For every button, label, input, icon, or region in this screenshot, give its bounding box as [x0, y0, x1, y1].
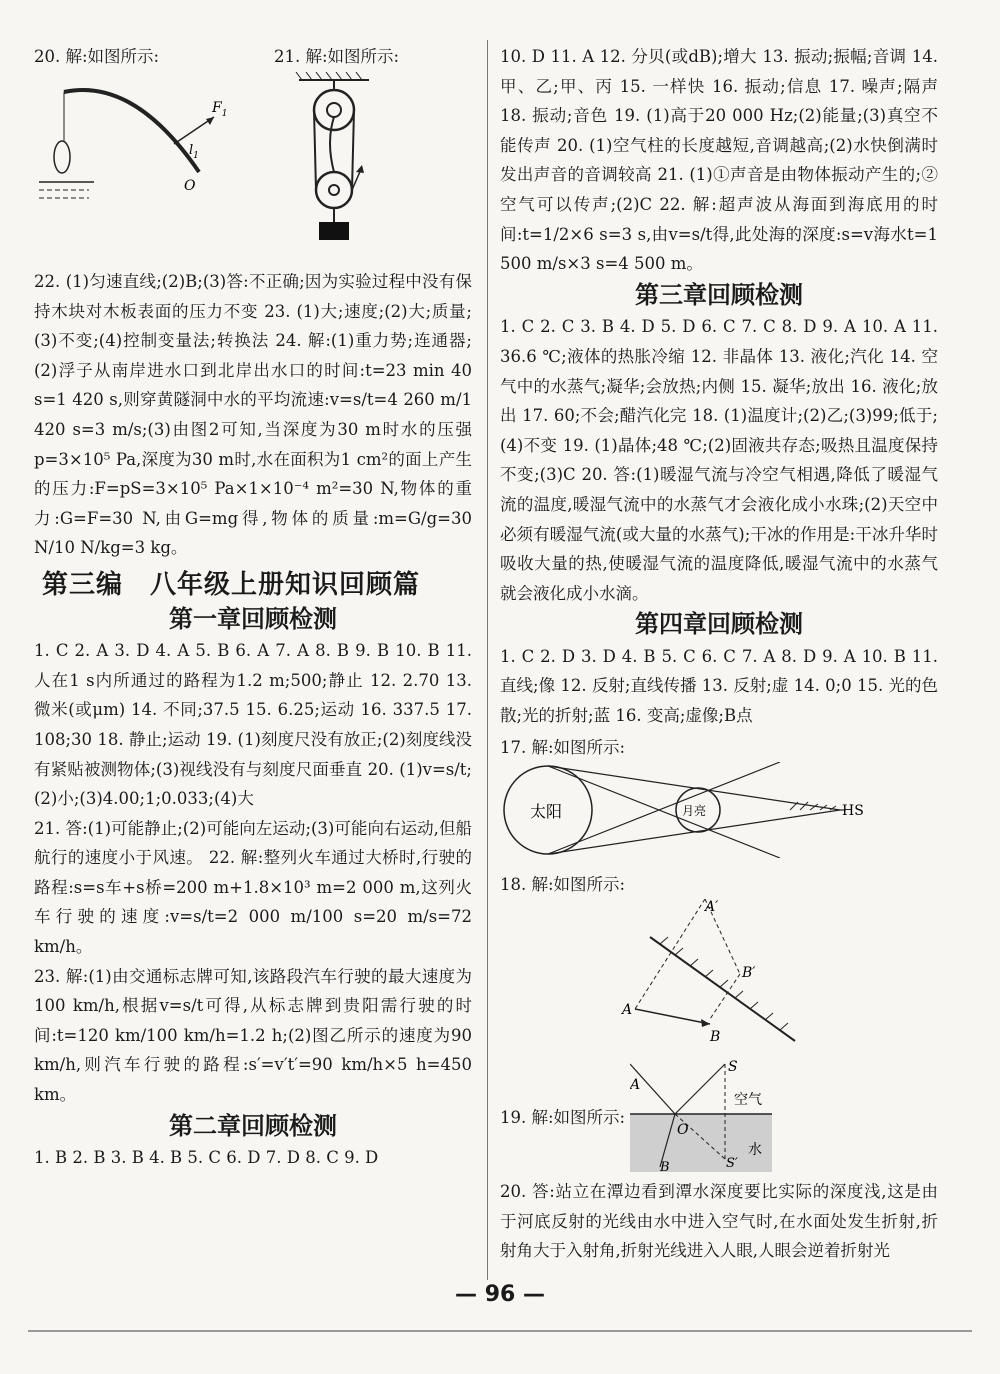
chapter4-title: 第四章回顾检测	[635, 610, 803, 639]
pivot-o-label: O	[184, 177, 196, 194]
air-label: 空气	[734, 1092, 762, 1109]
point-a: A	[622, 1002, 633, 1019]
left-column	[34, 42, 472, 1173]
chapter2-answers-1-9: 1. B 2. B 3. B 4. B 5. C 6. D 7. D 8. C 9. D	[34, 1148, 379, 1168]
q21-label: 21. 解:如图所示:	[274, 47, 400, 66]
point-s: S	[728, 1059, 738, 1076]
point-s-prime: S′	[726, 1156, 738, 1172]
q18-label: 18. 解:如图所示:	[500, 874, 626, 894]
hs-label: HS	[842, 803, 864, 820]
solar-eclipse-diagram	[500, 762, 938, 858]
figure-19-row	[500, 1059, 938, 1177]
chapter1-answers-1-20: 1. C 2. A 3. D 4. A 5. B 6. A 7. A 8. B 9. B 10. B 11. 人在1 s内所通过的路程为1.2 m;500;静止 12. 2.70 13. 微米(或μm) 14. 不同;37.5 15. 6.25;运动 16. 337.5 17. 108;30 18. 静止;运动 19. (1)刻度尺没有放正;(2)刻度线没有紧贴被测物体;(3)视线没有与刻度尺面垂直 20. (1)v=s/t;(2)小;(3)4.00;1;0.033;(4)大	[34, 641, 472, 809]
chapter1-answers-21-22: 21. 答:(1)可能静止;(2)可能向左运动;(3)可能向右运动,但船航行的速度小于风速。 22. 解:整列火车通过大桥时,行驶的路程:s=s车+s桥=200 m+1.8×10³ m=2 000 m,这列火车行驶的速度:v=s/t=2 000 m/100 s=20 m/s=72 km/h。	[34, 818, 472, 957]
chapter1-answer-23: 23. 解:(1)由交通标志牌可知,该路段汽车行驶的最大速度为100 km/h,根据v=s/t可得,从标志牌到贵阳需行驶的时间:t=120 km/100 km/h=1.2 h;(2)图乙所示的速度为90 km/h,则汽车行驶的路程:s′=v′t′=90 km/h×5 h=450 km。	[34, 966, 472, 1105]
figure-20	[34, 42, 234, 267]
chapter3-title: 第三章回顾检测	[635, 280, 803, 309]
figure-21	[274, 42, 464, 267]
part-title: 第三编 八年级上册知识回顾篇	[42, 569, 421, 600]
point-b: B	[660, 1160, 670, 1176]
sun-label: 太阳	[530, 802, 563, 822]
chapter4-answers-1-16: 1. C 2. D 3. D 4. B 5. C 6. C 7. A 8. D 9. A 10. B 11. 直线;像 12. 反射;直线传播 13. 反射;虚 14. 0;0 15. 光的色散;光的折射;蓝 16. 变高;虚像;B点	[500, 646, 938, 726]
point-a: A	[630, 1077, 641, 1094]
q17-label: 17. 解:如图所示:	[500, 737, 626, 757]
pulley-diagram	[274, 72, 464, 262]
chapter2-answers-10-22: 10. D 11. A 12. 分贝(或dB);增大 13. 振动;振幅;音调 14. 甲、乙;甲、丙 15. 一样快 16. 振动;信息 17. 噪声;隔声 18. 振动;音色 19. (1)高于20 000 Hz;(2)能量;(3)真空不能传声 20. (1)空气柱的长度越短,音调越高;(2)水快倒满时发出声音的音调较高 21. (1)①声音是由物体振动产生的;②空气可以传声;(2)C 22. 解:超声波从海面到海底用的时间:t=1/2×6 s=3 s,由v=s/t得,此处海的深度:s=v海水t=1 500 m/s×3 s=4 500 m。	[500, 47, 938, 274]
chapter3-answers: 1. C 2. C 3. B 4. D 5. D 6. C 7. C 8. D 9. A 10. A 11. 36.6 ℃;液体的热胀冷缩 12. 非晶体 13. 液化;汽化 14. 空气中的水蒸气;凝华;会放热;内侧 15. 凝华;放出 16. 液化;放出 17. 60;不会;醋汽化完 18. (1)温度计;(2)乙;(3)99;低于;(4)不变 19. (1)晶体;48 ℃;(2)固液共存态;吸热且温度保持不变;(3)C 20. 答:(1)暖湿气流与冷空气相遇,降低了暖湿气流的温度,暖湿气流中的水蒸气才会液化成小水珠;(2)天空中必须有暖湿气流(或大量的水蒸气);干冰的作用是:干冰升华时吸收大量的热,使暖湿气流的温度降低,暖湿气流中的水蒸气就会液化成小水滴。	[500, 317, 938, 603]
chapter1-title: 第一章回顾检测	[169, 604, 337, 633]
chapter2-title: 第二章回顾检测	[169, 1111, 337, 1140]
point-a-prime: A′	[705, 899, 719, 916]
answers-22-24: 22. (1)匀速直线;(2)B;(3)答:不正确;因为实验过程中没有保持木块对木板表面的压力不变 23. (1)大;速度;(2)大;质量;(3)不变;(4)控制变量法;转换法 24. 解:(1)重力势;连通器;(2)浮子从南岸进水口到北岸出水口的时间:t=23 min 40 s=1 420 s,则穿黄隧洞中水的平均流速:v=s/t=4 260 m/1 420 s=3 m/s;(3)由图2可知,当深度为30 m时水的压强p=3×10⁵ Pa,深度为30 m时,水在面积为1 cm²的面上产生的压力:F=pS=3×10⁵ Pa×1×10⁻⁴ m²=30 N,物体的重力:G=F=30 N,由G=mg得,物体的质量:m=G/g=30 N/10 N/kg=3 kg。	[34, 272, 472, 558]
page-number: — 96 —	[455, 1282, 545, 1307]
chapter4-answer-20: 20. 答:站立在潭边看到潭水深度要比实际的深度浅,这是由于河底反射的光线由水中进入空气时,在水面处发生折射,折射角大于入射角,折射光线进入人眼,人眼会逆着折射光	[500, 1182, 938, 1261]
q19-label: 19. 解:如图所示:	[500, 1108, 626, 1128]
figures-20-21	[34, 42, 472, 267]
q20-label: 20. 解:如图所示:	[34, 47, 160, 66]
column-divider	[487, 40, 488, 1280]
point-o: O	[677, 1122, 689, 1139]
point-b: B	[710, 1029, 721, 1046]
water-label: 水	[748, 1142, 762, 1159]
force-f1-label: $F_1$	[212, 99, 228, 119]
fishing-rod-diagram	[34, 72, 234, 222]
bottom-rule	[28, 1330, 972, 1332]
mirror-reflection-diagram	[500, 899, 938, 1049]
moon-label: 月亮	[682, 804, 707, 819]
refraction-diagram	[630, 1059, 780, 1177]
arm-l1-label: $l_1$	[189, 142, 199, 161]
point-b-prime: B′	[742, 965, 756, 982]
right-column	[500, 42, 938, 1266]
